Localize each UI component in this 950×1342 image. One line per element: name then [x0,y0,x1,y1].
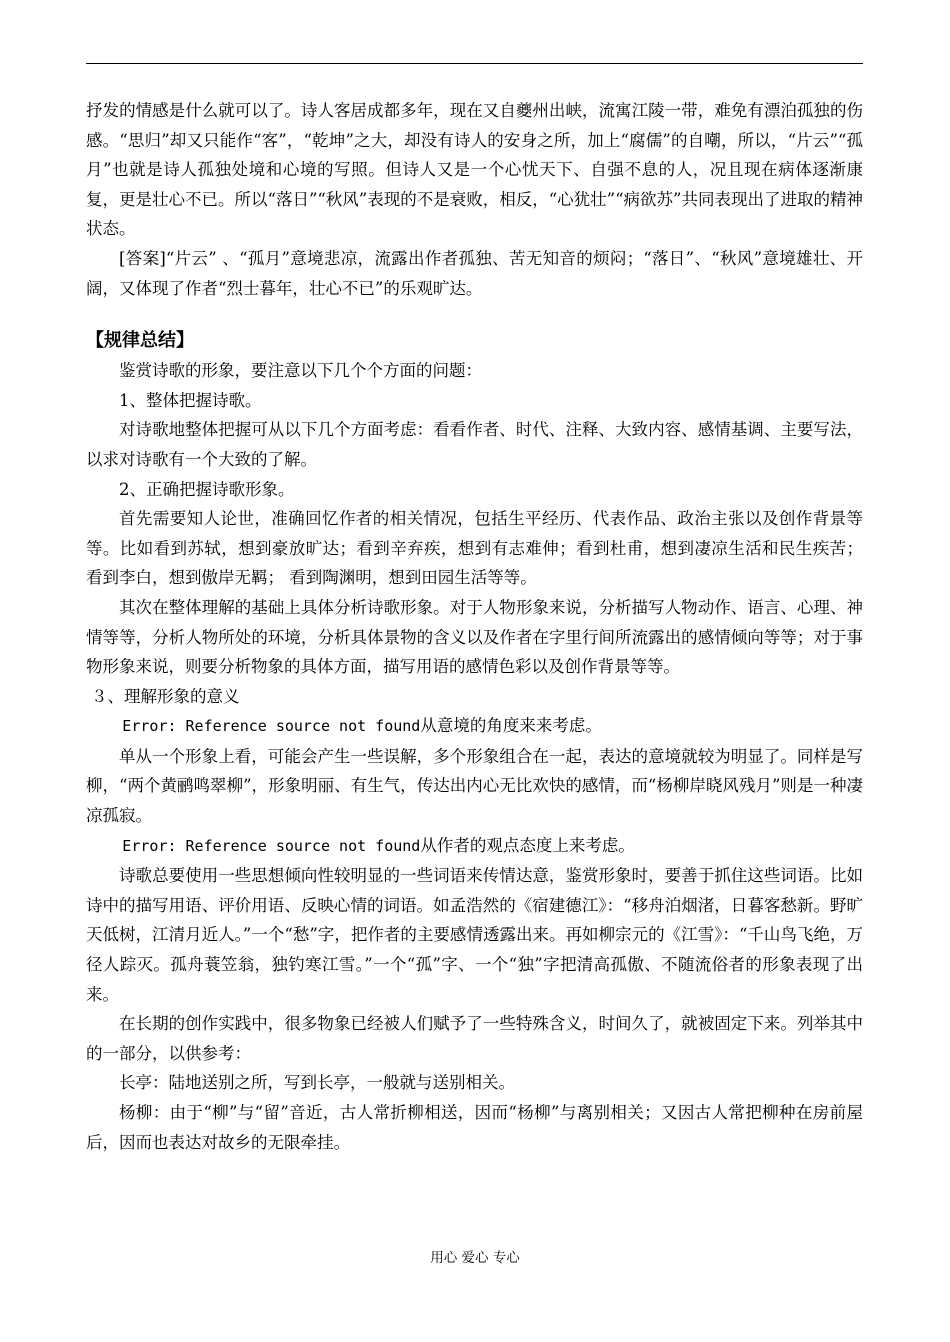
sub1-line [86,711,863,742]
error-reference-1: Error: Reference source not found [122,717,421,736]
yangliu-entry: 杨柳：由于“柳”与“留”音近，古人常折柳相送，因而“杨柳”与离别相关；又因古人常把柳种在房前屋后，因而也表达对故乡的无限牵挂。 [86,1103,863,1152]
item1-title: 1、整体把握诗歌。 [119,390,262,410]
item2-body2: 其次在整体理解的基础上具体分析诗歌形象。对于人物形象来说，分析描写人物动作、语言、心理、神情等等，分析人物所处的环境，分析具体景物的含义以及作者在字里行间所流露出的感情倾向等等；对于事物形象来说，则要分析物象的具体方面，描写用语的感情色彩以及创作背景等等。 [86,597,863,677]
item1-body: 对诗歌地整体把握可从以下几个方面考虑：看看作者、时代、注释、大致内容、感情基调、主要写法，以求对诗歌有一个大致的了解。 [86,420,863,469]
sub2-line [86,831,863,862]
sub1-title: 从意境的角度来来考虑。 [420,716,602,736]
sub2-body: 诗歌总要使用一些思想倾向性较明显的一些词语来传情达意，鉴赏形象时，要善于抓住这些词语。比如诗中的描写用语、评价用语、反映心情的词语。如孟浩然的《宿建德江》：“移舟泊烟渚，日暮客愁新。野旷天低树，江清月近人。”一个“愁”字，把作者的主要感情透露出来。再如柳宗元的《江雪》：“千山鸟飞绝，万径人踪灭。孤舟蓑笠翁，独钓寒江雪。”一个“孤”字、一个“独”字把清高孤傲、不随流俗者的形象表现了出来。 [86,866,863,1004]
changting-entry: 长亭：陆地送别之所，写到长亭，一般就与送别相关。 [119,1073,515,1093]
section-heading: 【规律总结】 [86,330,194,352]
sub2-title: 从作者的观点态度上来考虑。 [420,835,635,855]
document-body [86,96,863,1157]
sub1-body: 单从一个形象上看，可能会产生一些误解，多个形象组合在一起，表达的意境就较为明显了。同样是写柳，“两个黄鹂鸣翠柳”，形象明丽、有生气，传达出内心无比欢快的感情，而“杨柳岸晓风残月”则是一种凄凉孤寂。 [86,746,863,826]
paragraph-analysis: 抒发的情感是什么就可以了。诗人客居成都多年，现在又自夔州出峡，流寓江陵一带，难免有漂泊孤独的伤感。“思归”却又只能作“客”，“乾坤”之大，却没有诗人的安身之所，加上“腐儒”的自嘲，所以，“片云”“孤月”也就是诗人孤独处境和心境的写照。但诗人又是一个心忧天下、自强不息的人，况且现在病体逐渐康复，更是壮心不已。所以“落日”“秋风”表现的不是衰败，相反，“心犹壮”“病欲苏”共同表现出了进取的精神状态。 [86,101,863,239]
long-practice: 在长期的创作实践中，很多物象已经被人们赋予了一些特殊含义，时间久了，就被固定下来。列举其中的一部分，以供参考： [86,1014,863,1063]
section-intro: 鉴赏诗歌的形象，要注意以下几个个方面的问题： [119,361,482,381]
item2-title: 2、正确把握诗歌形象。 [119,479,295,499]
item2-body1: 首先需要知人论世，准确回忆作者的相关情况，包括生平经历、代表作品、政治主张以及创作背景等等。比如看到苏轼，想到豪放旷达；看到辛弃疾，想到有志难伸；看到杜甫，想到凄凉生活和民生疾苦； 看到李白，想到傲岸无羁； 看到陶渊明，想到田园生活等等。 [86,509,863,588]
error-reference-2: Error: Reference source not found [122,836,421,855]
paragraph-answer: [答案]“片云” 、“孤月”意境悲凉，流露出作者孤独、苦无知音的烦闷；“落日”、“秋风”意境雄壮、开阔，又体现了作者“烈士暮年，壮心不已”的乐观旷达。 [86,248,863,298]
item3-title: ３、理解形象的意义 [90,686,240,706]
header-rule [86,63,863,64]
page-footer: 用心 爱心 专心 [430,1250,520,1266]
